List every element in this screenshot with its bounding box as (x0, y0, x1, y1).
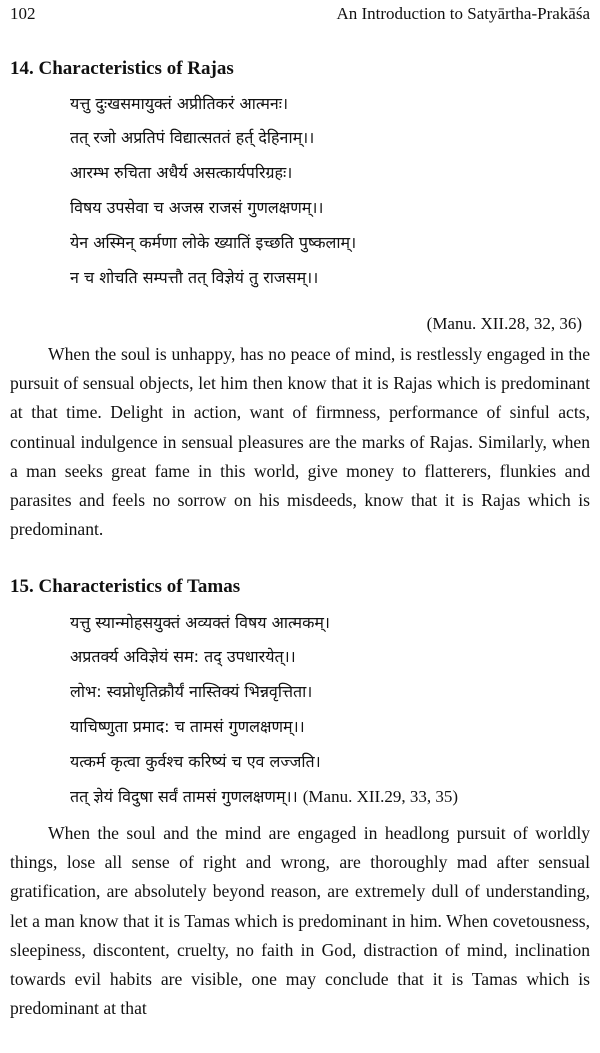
section-15-heading: 15. Characteristics of Tamas (10, 576, 241, 597)
verse-line: यत्तु स्यान्मोहसयुक्तं अव्यक्तं विषय आत्मकम्। (70, 613, 330, 632)
verse-line: येन अस्मिन् कर्मणा लोके ख्यातिं इच्छति पुष्कलाम्। (70, 233, 357, 252)
page-number: 102 (10, 4, 36, 23)
page-header (10, 4, 590, 28)
verse-line: विषय उपसेवा च अजस्र राजसं गुणलक्षणम्।। (70, 198, 324, 217)
verse-line: अप्रतर्क्य अविज्ञेयं सम: तद् उपधारयेत्।। (70, 647, 296, 666)
verse-line: यत्कर्म कृत्वा कुर्वश्च करिष्यं च एव लज्जति। (70, 752, 321, 771)
verse-line: आरम्भ रुचिता अधैर्य असत्कार्यपरिग्रहः। (70, 163, 293, 182)
verse-line: याचिष्णुता प्रमाद: च तामसं गुणलक्षणम्।। (70, 717, 305, 736)
verse-line: यत्तु दुःखसमायुक्तं अप्रीतिकरं आत्मनः। (70, 94, 289, 113)
running-title: An Introduction to Satyārtha-Prakāśa (336, 4, 590, 23)
section-15-citation: (Manu. XII.29, 33, 35) (302, 787, 459, 806)
verse-text: तत् ज्ञेयं विदुषा सर्वं तामसं गुणलक्षणम्।। (70, 787, 298, 806)
verse-line (70, 785, 458, 807)
section-14-heading: 14. Characteristics of Rajas (10, 58, 234, 79)
verse-line: लोभ: स्वप्नोधृतिक्रौर्यं नास्तिक्यं भिन्नवृत्तिता। (70, 682, 313, 701)
section-15-paragraph: When the soul and the mind are engaged in headlong pursuit of worldly things, lose all sense of right and wrong, are thoroughly mad after sensual gratification, are absolutely beyond reason, are extremely dull of understanding, let a man know that it is Tamas which is predominant in him. When covetousness, sleepiness, discontent, cruelty, no faith in God, distraction of mind, inclination towards evil habits are visible, one may conclude that it is Tamas which is predominant at that (10, 823, 590, 1019)
verse-line: न च शोचति सम्पत्तौ तत् विज्ञेयं तु राजसम्।। (70, 268, 319, 287)
verse-line: तत् रजो अप्रतिपं विद्यात्सततं हर्त् देहिनाम्।। (70, 128, 315, 147)
section-14-paragraph: When the soul is unhappy, has no peace of mind, is restlessly engaged in the pursuit of sensual objects, let him then know that it is Rajas which is predominant at that time. Delight in action, want of firmness, performance of sinful acts, continual indulgence in sensual pleasures are the marks of Rajas. Similarly, when a man seeks great fame in this world, give money to flatterers, flunkies and parasites and feels no sorrow on his misdeeds, know that it is Rajas which is predominant. (10, 344, 590, 540)
section-14-citation: (Manu. XII.28, 32, 36) (426, 314, 582, 333)
